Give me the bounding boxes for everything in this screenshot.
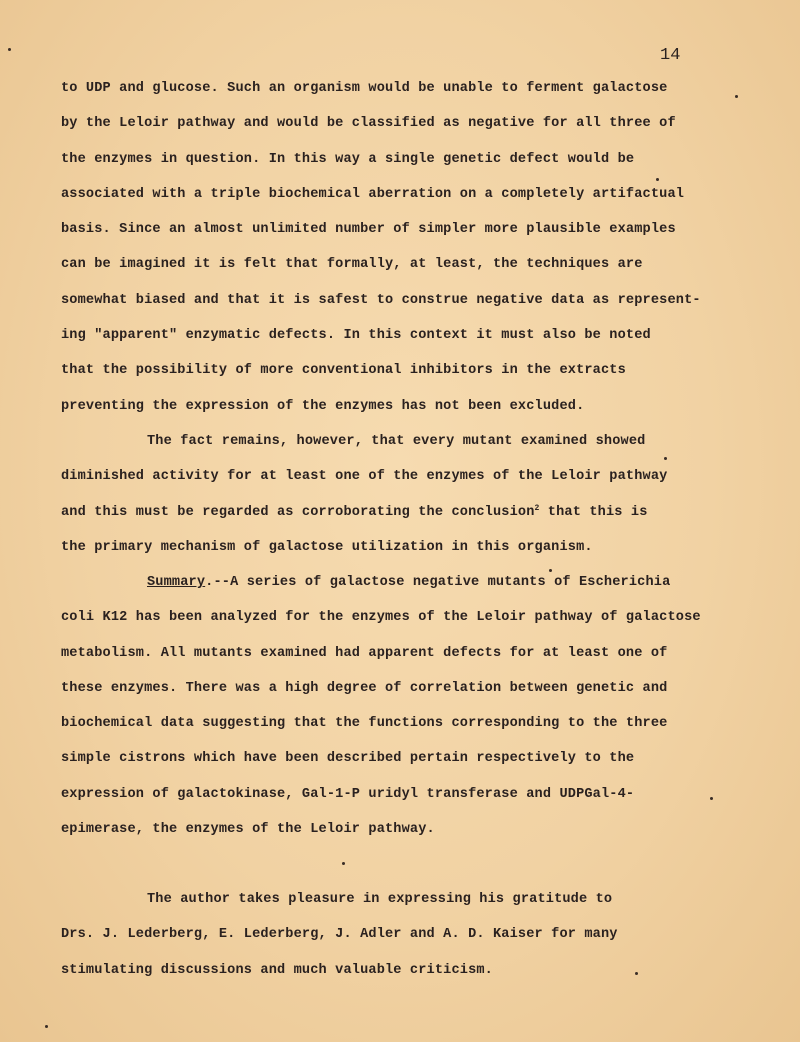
summary-paragraph [61, 565, 751, 847]
text-line: somewhat biased and that it is safest to construe negative data as represent- [61, 292, 701, 308]
paper-speck [656, 178, 659, 181]
paragraph-2 [61, 424, 751, 565]
text-fragment: that this is [539, 504, 648, 520]
text-line: the enzymes in question. In this way a single genetic defect would be [61, 151, 635, 167]
page-number: 14 [660, 46, 681, 65]
text-line: basis. Since an almost unlimited number of simpler more plausible examples [61, 222, 676, 238]
paper-speck [635, 972, 638, 975]
text-line: can be imagined it is felt that formally, at least, the techniques are [61, 257, 643, 273]
text-line: epimerase, the enzymes of the Leloir pathway. [61, 822, 435, 838]
text-line [61, 565, 751, 600]
paper-speck [735, 95, 738, 98]
text-fragment: and this must be regarded as corroborating the conclusion [61, 504, 535, 520]
text-line: metabolism. All mutants examined had apparent defects for at least one of [61, 645, 668, 661]
paper-speck [664, 457, 667, 460]
text-line: to UDP and glucose. Such an organism would be unable to ferment galactose [61, 81, 668, 96]
paragraph-1 [61, 71, 751, 424]
text-line: stimulating discussions and much valuable criticism. [61, 962, 493, 978]
text-line: diminished activity for at least one of the enzymes of the Leloir pathway [61, 469, 668, 485]
text-line: Drs. J. Lederberg, E. Lederberg, J. Adler and A. D. Kaiser for many [61, 927, 618, 943]
text-line: The fact remains, however, that every mutant examined showed [147, 434, 646, 449]
text-line: The author takes pleasure in expressing his gratitude to [147, 892, 613, 907]
paper-speck [549, 569, 552, 572]
paper-speck [8, 48, 11, 51]
text-line: preventing the expression of the enzymes has not been excluded. [61, 398, 585, 414]
paper-speck [45, 1025, 48, 1028]
acknowledgement-paragraph [61, 882, 751, 988]
summary-heading: Summary [147, 575, 206, 590]
text-line: biochemical data suggesting that the functions corresponding to the three [61, 716, 668, 732]
text-line [61, 495, 751, 530]
footnote-reference: 2 [534, 503, 540, 513]
text-line: expression of galactokinase, Gal-1-P uridyl transferase and UDPGal-4- [61, 786, 635, 802]
text-line: these enzymes. There was a high degree of correlation between genetic and [61, 680, 668, 696]
text-line: coli K12 has been analyzed for the enzymes of the Leloir pathway of galactose [61, 610, 701, 626]
text-line: associated with a triple biochemical aberration on a completely artifactual [61, 186, 685, 202]
paper-speck [710, 797, 713, 800]
text-line: the primary mechanism of galactose utilization in this organism. [61, 539, 593, 555]
text-line: by the Leloir pathway and would be classified as negative for all three of [61, 116, 676, 132]
text-line: simple cistrons which have been described pertain respectively to the [61, 751, 635, 767]
paper-speck [342, 862, 345, 865]
text-fragment: .--A series of galactose negative mutants of Escherichia [205, 575, 671, 590]
text-line: ing "apparent" enzymatic defects. In this context it must also be noted [61, 328, 651, 344]
text-line: that the possibility of more conventional inhibitors in the extracts [61, 363, 626, 379]
